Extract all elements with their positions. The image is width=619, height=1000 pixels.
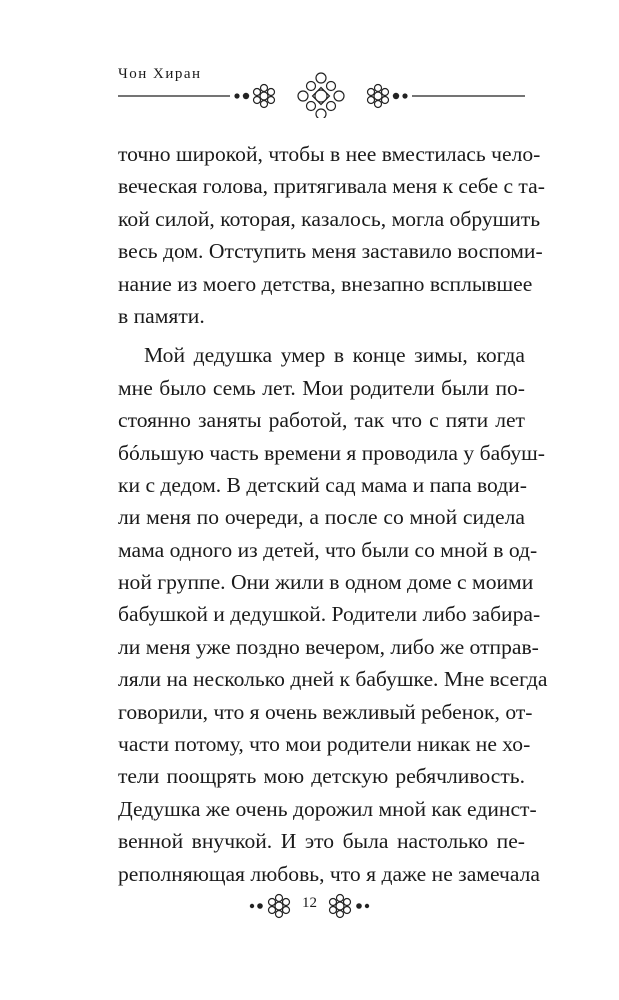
text-line: ной группе. Они жили в одном доме с моими	[118, 570, 534, 595]
header-ornament	[118, 68, 525, 118]
text-line: венной внучкой. И это была настолько пе-	[118, 829, 525, 854]
text-line: весь дом. Отступить меня заставило воспоми-	[118, 239, 543, 264]
text-line: мама одного из детей, что были со мной в од-	[118, 537, 538, 562]
text-line: ки с дедом. В детский сад мама и папа води-	[118, 472, 527, 497]
text-line: реполняющая любовь, что я даже не замечала	[118, 861, 541, 886]
text-line: ляли на несколько дней к бабушке. Мне всегда	[118, 667, 548, 692]
text-line: бабушкой и дедушкой. Родители либо забира-	[118, 602, 541, 627]
text-line: мне было семь лет. Мои родители были по-	[118, 375, 525, 400]
page-number: 12	[302, 895, 317, 911]
running-head-author: Чон Хиран	[118, 66, 202, 82]
text-line: в памяти.	[118, 303, 205, 328]
text-line: ли меня по очереди, а после со мной сидела	[118, 505, 525, 530]
text-line: Мой дедушка умер в конце зимы, когда	[144, 343, 525, 368]
page-footer	[0, 888, 619, 924]
text-line: стоянно заняты работой, так что с пяти лет	[118, 408, 525, 433]
text-line: Дедушка же очень дорожил мной как единст-	[118, 796, 537, 821]
text-line: веческая голова, притягивала меня к себе с та-	[118, 174, 545, 199]
text-line: кой силой, которая, казалось, могла обрушить	[118, 206, 541, 231]
text-line: точно широкой, чтобы в нее вместилась чело-	[118, 142, 541, 166]
page-body	[118, 138, 548, 890]
text-line: тели поощрять мою детскую ребячливость.	[118, 764, 525, 789]
paragraph	[118, 138, 545, 332]
paragraph	[118, 339, 548, 890]
text-line: говорили, что я очень вежливый ребенок, от-	[118, 699, 533, 724]
text-line: нание из моего детства, внезапно всплывшее	[118, 271, 533, 296]
text-line: ли меня уже поздно вечером, либо же отправ-	[118, 634, 539, 659]
text-line: бóльшую часть времени я проводила у бабуш-	[118, 440, 545, 465]
text-line: части потому, что мои родители никак не хо-	[118, 732, 531, 757]
